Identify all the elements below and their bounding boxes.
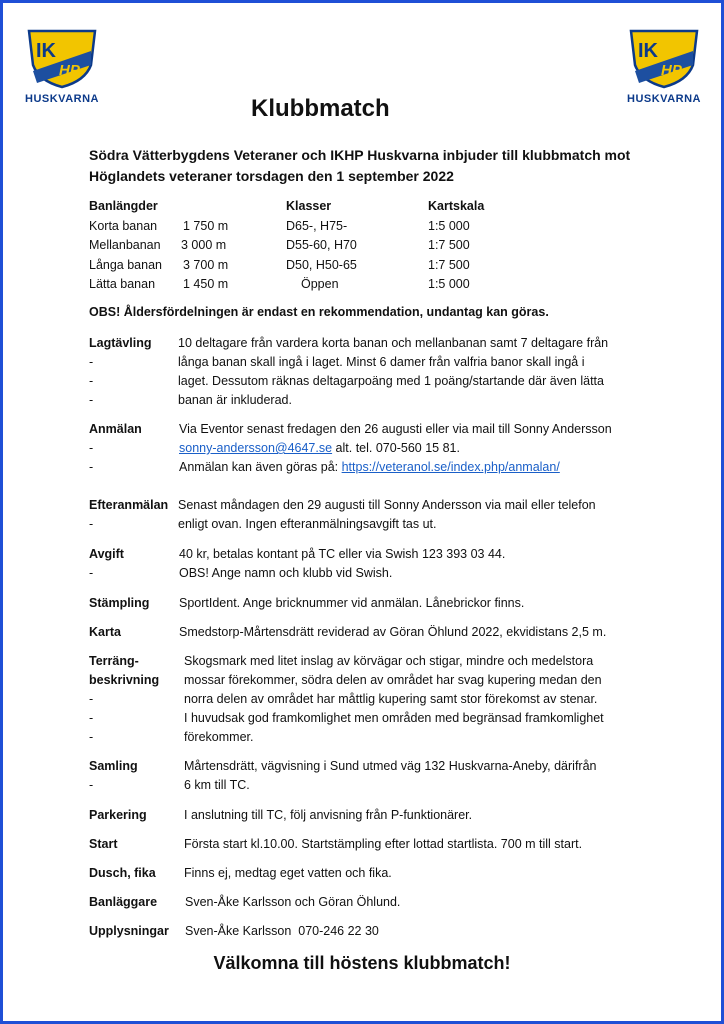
header-banlangder: Banlängder [89, 199, 158, 213]
section-text: Sven-Åke Karlsson 070-246 22 30 [185, 924, 379, 938]
course-length: 1 750 m [183, 218, 229, 233]
section-label: Parkering [89, 808, 147, 822]
section-label: Anmälan [89, 422, 142, 436]
text-line: Senast måndagen den 29 augusti till Sonny Andersson via mail eller telefon [178, 498, 596, 512]
line-dashes: - - - [89, 355, 94, 407]
logo-text-top: IK [638, 40, 658, 62]
intro-text: Södra Vätterbygdens Veteraner och IKHP Huskvarna inbjuder till klubbmatch mot Höglandets veteraner torsdagen den 1 september 2022 [89, 147, 631, 184]
url-prefix: Anmälan kan även göras på: [179, 460, 342, 474]
course-name: Långa banan [89, 257, 162, 272]
line-dashes: - - [89, 441, 94, 474]
closing-text: Välkomna till höstens klubbmatch! [213, 953, 511, 973]
section-text: I anslutning till TC, följ anvisning från P-funktionärer. [184, 808, 473, 822]
shield-logo-icon [25, 25, 99, 91]
course-scale: 1:7 500 [428, 257, 470, 272]
section-text [178, 334, 648, 410]
section-text: Finns ej, medtag eget vatten och fika. [184, 866, 392, 880]
course-length: 3 000 m [181, 238, 227, 252]
obs-note: OBS! Åldersfördelningen är endast en rekommendation, undantag kan göras. [89, 305, 549, 319]
logo-text-bottom: HP [661, 62, 682, 79]
course-name: Mellanbanan [89, 238, 161, 252]
section-text [184, 652, 654, 747]
logo-name: HUSKVARNA [25, 93, 99, 105]
section-text: Sven-Åke Karlsson och Göran Öhlund. [185, 895, 401, 909]
text-line: banan är inkluderad. [178, 393, 292, 407]
text-line: mossar förekommer, södra delen av området har svag kupering medan den [184, 673, 602, 687]
text-line: I huvudsak god framkomlighet men områden med begränsad framkomlighet [184, 711, 604, 725]
section-label: Efteranmälan [89, 498, 169, 512]
course-name: Korta banan [89, 218, 158, 233]
text-line: Skogsmark med litet inslag av körvägar och stigar, mindre och medelstora [184, 654, 594, 668]
text-line: Via Eventor senast fredagen den 26 augusti eller via mail till Sonny Andersson [179, 422, 612, 436]
course-length: 1 450 m [183, 277, 229, 291]
text-line: OBS! Ange namn och klubb vid Swish. [179, 566, 393, 580]
text-line: laget. Dessutom räknas deltagarpoäng med 1 poäng/startande där även lätta [178, 374, 604, 388]
section-label: Upplysningar [89, 924, 169, 938]
label-line: Terräng- [89, 654, 139, 668]
text-line: långa banan skall ingå i laget. Minst 6 damer från valfria banor skall ingå i [178, 355, 585, 369]
logo-text-bottom: HP [59, 62, 80, 79]
section-text: SportIdent. Ange bricknummer vid anmälan. Lånebrickor finns. [179, 596, 525, 610]
text-line: 6 km till TC. [184, 778, 250, 792]
club-logo-left [25, 25, 99, 105]
text-line: Mårtensdrätt, vägvisning i Sund utmed väg 132 Huskvarna-Aneby, därifrån [184, 759, 597, 773]
section-label [89, 652, 159, 690]
section-text [184, 757, 654, 795]
line-dashes: - [89, 778, 94, 792]
section-label: Start [89, 837, 118, 851]
course-length: 3 700 m [183, 257, 229, 272]
signup-link[interactable]: https://veteranol.se/index.php/anmalan/ [341, 460, 560, 474]
section-label: Karta [89, 625, 121, 639]
text-line [179, 458, 649, 477]
section-text: Smedstorp-Mårtensdrätt reviderad av Göran Öhlund 2022, ekvidistans 2,5 m. [179, 625, 607, 639]
course-classes: D55-60, H70 [286, 238, 357, 252]
phone-text: alt. tel. 070-560 15 81. [332, 441, 460, 455]
section-label: Dusch, fika [89, 866, 156, 880]
logo-name: HUSKVARNA [627, 93, 701, 105]
label-line: beskrivning [89, 673, 160, 687]
header-kartskala: Kartskala [428, 199, 485, 213]
course-classes: Öppen [301, 277, 339, 291]
section-text [179, 545, 649, 583]
course-classes: D50, H50-65 [286, 257, 357, 272]
text-line: norra delen av området har måttlig kupering samt stor förekomst av stenar. [184, 692, 598, 706]
header-klasser: Klasser [286, 199, 332, 213]
shield-logo-icon [627, 25, 701, 91]
section-label: Avgift [89, 547, 124, 561]
logo-text-top: IK [36, 40, 56, 62]
text-line: förekommer. [184, 730, 254, 744]
line-dashes: - - - [89, 692, 94, 744]
section-label: Stämpling [89, 596, 150, 610]
text-line: 40 kr, betalas kontant på TC eller via Swish 123 393 03 44. [179, 547, 506, 561]
course-name: Lätta banan [89, 277, 156, 291]
section-label: Lagtävling [89, 336, 152, 350]
course-scale: 1:5 000 [428, 277, 470, 291]
section-text [178, 496, 648, 534]
course-classes: D65-, H75- [286, 218, 348, 233]
section-label: Banläggare [89, 895, 158, 909]
text-line: enligt ovan. Ingen efteranmälningsavgift tas ut. [178, 517, 437, 531]
section-label: Samling [89, 759, 138, 773]
email-link[interactable]: sonny-andersson@4647.se [179, 441, 333, 455]
course-scale: 1:5 000 [428, 218, 470, 233]
section-text [179, 420, 649, 477]
line-dashes: - [89, 566, 94, 580]
text-line: 10 deltagare från vardera korta banan och mellanbanan samt 7 deltagare från [178, 336, 609, 350]
page-title: Klubbmatch [251, 95, 390, 122]
course-scale: 1:7 500 [428, 238, 470, 252]
text-line [179, 439, 649, 458]
section-text: Första start kl.10.00. Startstämpling efter lottad startlista. 700 m till start. [184, 837, 583, 851]
club-logo-right [627, 25, 701, 105]
line-dashes: - [89, 517, 94, 531]
